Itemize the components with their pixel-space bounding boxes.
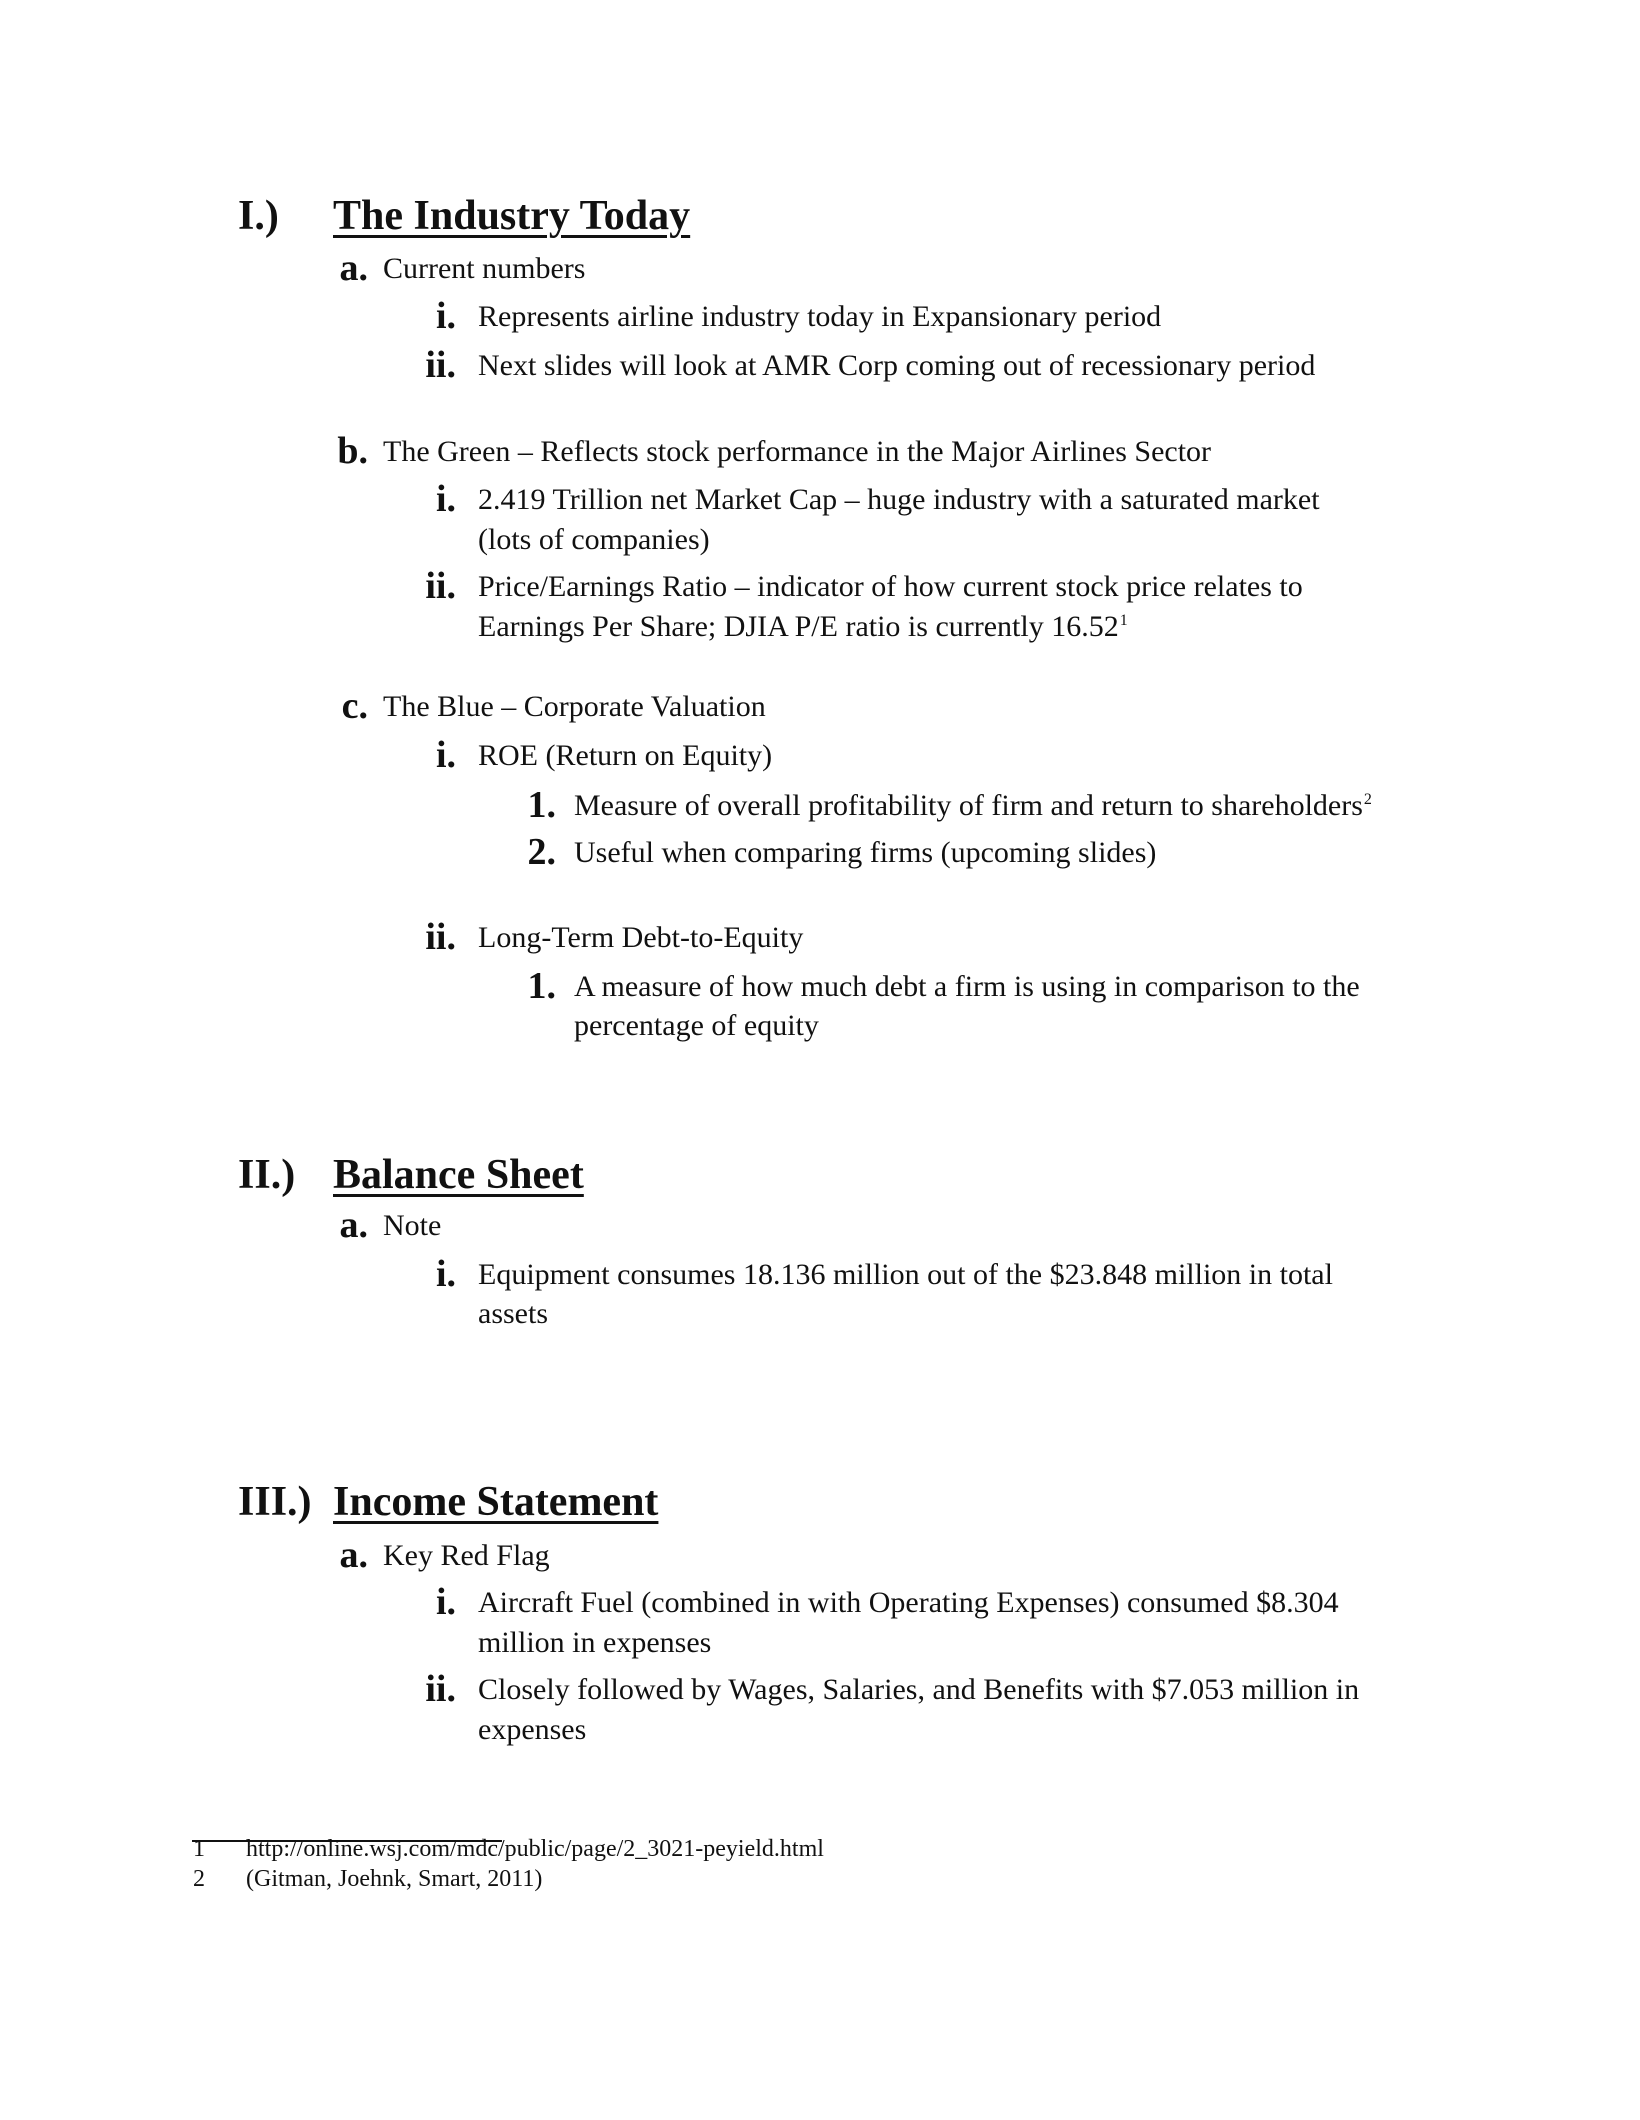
outline-item-text-continued: assets xyxy=(478,1297,548,1330)
outline-item-text-continued: percentage of equity xyxy=(574,1009,819,1042)
outline-item-text: Represents airline industry today in Expansionary period xyxy=(478,300,1162,333)
outline-item-text-segment: Measure of overall profitability of firm and return to shareholders xyxy=(574,789,1363,822)
outline-marker: i. xyxy=(435,478,456,520)
footnote-text: http://online.wsj.com/mdc/public/page/2_3021-peyield.html xyxy=(246,1836,824,1862)
outline-marker: ii. xyxy=(425,565,456,607)
outline-marker: i. xyxy=(435,1253,456,1295)
section-title: The Industry Today xyxy=(333,193,691,239)
outline-marker: a. xyxy=(339,1534,368,1576)
outline-item-text: A measure of how much debt a firm is using in comparison to the xyxy=(574,970,1360,1003)
section-number: II.) xyxy=(238,1152,296,1198)
outline-marker: ii. xyxy=(425,1668,456,1710)
footnote-reference: 2 xyxy=(1363,791,1372,808)
outline-marker: 1. xyxy=(527,965,556,1007)
outline-marker: i. xyxy=(435,295,456,337)
outline-marker: ii. xyxy=(425,916,456,958)
outline-item-text: Equipment consumes 18.136 million out of the $23.848 million in total xyxy=(478,1258,1333,1291)
outline-item-text: 2.419 Trillion net Market Cap – huge industry with a saturated market xyxy=(478,483,1320,516)
outline-marker: 2. xyxy=(527,831,556,873)
section-title: Income Statement xyxy=(333,1479,659,1525)
outline-item-text: Long-Term Debt-to-Equity xyxy=(478,921,804,954)
outline-item-text-continued: million in expenses xyxy=(478,1626,712,1659)
outline-item-text-continued: expenses xyxy=(478,1713,587,1746)
outline-item-text: Key Red Flag xyxy=(383,1539,550,1572)
outline-item-text: Useful when comparing firms (upcoming slides) xyxy=(574,836,1157,869)
section-number: III.) xyxy=(238,1479,312,1525)
outline-item-text: Aircraft Fuel (combined in with Operating Expenses) consumed $8.304 xyxy=(478,1586,1339,1619)
footnote-number: 2 xyxy=(193,1866,205,1892)
footnote-reference: 1 xyxy=(1119,612,1128,629)
footnote-number: 1 xyxy=(193,1836,205,1862)
outline-item-text-continued: (lots of companies) xyxy=(478,523,710,556)
outline-marker: 1. xyxy=(527,784,556,826)
section-title: Balance Sheet xyxy=(333,1152,584,1198)
outline-item-text: Closely followed by Wages, Salaries, and Benefits with $7.053 million in xyxy=(478,1673,1360,1706)
outline-item-text: Next slides will look at AMR Corp coming out of recessionary period xyxy=(478,349,1316,382)
outline-item-text: Note xyxy=(383,1209,442,1242)
outline-item-text xyxy=(574,786,1372,826)
outline-marker: i. xyxy=(435,1581,456,1623)
outline-marker: ii. xyxy=(425,344,456,386)
outline-marker: b. xyxy=(337,430,368,472)
footnote-text: (Gitman, Joehnk, Smart, 2011) xyxy=(246,1866,543,1892)
outline-item-text: The Green – Reflects stock performance in the Major Airlines Sector xyxy=(383,435,1212,468)
outline-marker: c. xyxy=(341,685,368,727)
outline-item-text-segment: Earnings Per Share; DJIA P/E ratio is currently 16.52 xyxy=(478,610,1119,643)
outline-item-text: The Blue – Corporate Valuation xyxy=(383,690,766,723)
outline-item-text: ROE (Return on Equity) xyxy=(478,739,773,772)
outline-marker: a. xyxy=(339,1204,368,1246)
outline-item-text: Current numbers xyxy=(383,252,586,285)
section-number: I.) xyxy=(238,193,279,239)
outline-item-text-continued xyxy=(478,607,1128,647)
outline-marker: a. xyxy=(339,247,368,289)
outline-marker: i. xyxy=(435,734,456,776)
outline-item-text: Price/Earnings Ratio – indicator of how current stock price relates to xyxy=(478,570,1303,603)
